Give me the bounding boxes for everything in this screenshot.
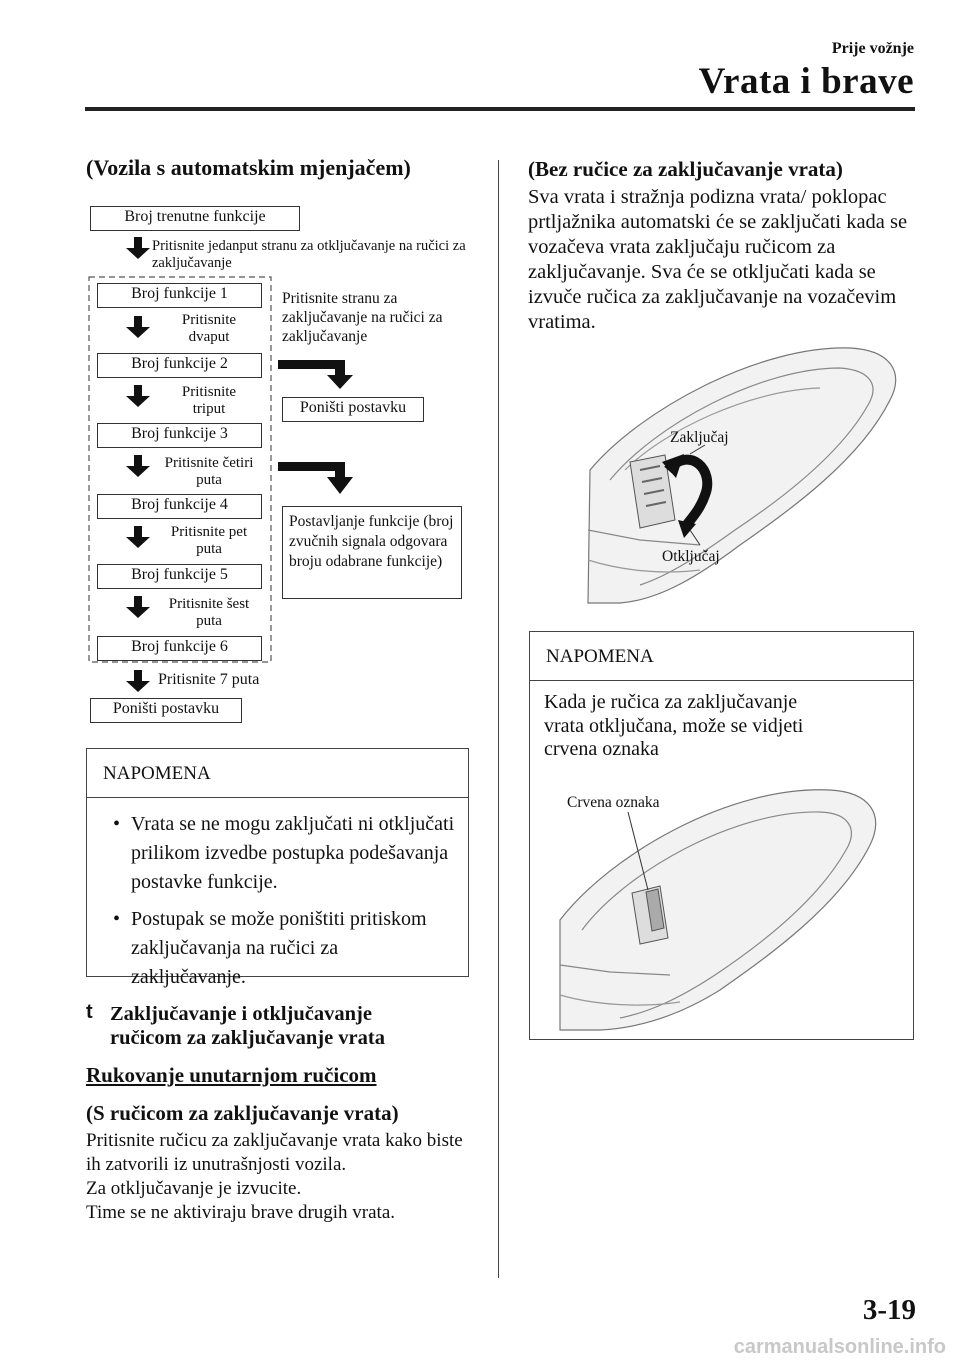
page-number: 3-19 [862, 1294, 916, 1326]
subheading-underlined: Rukovanje unutarnjom ručicom [86, 1063, 377, 1087]
cancel-setting-box: Poništi postavku [90, 698, 242, 723]
paragraph-unlock: Za otključavanje je izvucite. [86, 1178, 302, 1199]
lock-label: Zaključaj [670, 429, 729, 446]
page-title: Vrata i brave [698, 61, 914, 102]
note-item-text: Postupak se može poništiti pritiskom zaključavanja na ručici za zaključavanje. [131, 908, 427, 988]
press-once-label: Pritisnite jedanput stranu za otključavanje na ručici za zaključavanje [152, 238, 466, 271]
red-mark-label: Crvena oznaka [567, 794, 660, 811]
press-five-label: Pritisnite pet puta [170, 524, 248, 557]
right-paragraph: Sva vrata i stražnja podizna vrata/ poklopac prtljažnika automatski će se zaključati kada se vozačeva vrata zaključaju ručicom za zaključavanje. Sva će se otključati kada se izvuče ručica za zaključavanje na vozačevim vratima. [528, 186, 908, 333]
subheading-lever: (S ručicom za zaključavanje vrata) [86, 1101, 399, 1125]
paragraph-other-doors: Time se ne aktiviraju brave drugih vrata. [86, 1202, 396, 1223]
section-label: Prije vožnje [831, 40, 914, 57]
current-function-box: Broj trenutne funkcije [90, 206, 300, 231]
press-seven-label: Pritisnite 7 puta [158, 671, 260, 688]
section-marker: t [86, 1001, 93, 1023]
bullet-icon: • [113, 908, 121, 930]
function-box-4: Broj funkcije 4 [97, 494, 262, 519]
cancel-setting-box-right: Poništi postavku [282, 397, 424, 422]
note-item-text: Vrata se ne mogu zaključati ni otključati prilikom izvedbe postupka podešavanja postavke funkcije. [131, 813, 455, 893]
press-thrice-label: Pritisnite triput [181, 384, 237, 417]
press-lock-side-label: Pritisnite stranu za zaključavanje na ručici za zaključavanje [282, 290, 443, 345]
function-box-2: Broj funkcije 2 [97, 353, 262, 378]
paragraph-lock: Pritisnite ručicu za zaključavanje vrata kako biste ih zatvorili iz unutrašnjosti vozila. [86, 1130, 463, 1175]
note-heading: NAPOMENA [87, 749, 468, 798]
function-box-5: Broj funkcije 5 [97, 564, 262, 589]
note-text-right: Kada je ručica za zaključavanje vrata otključana, može se vidjeti crvena oznaka [544, 691, 804, 760]
section-title: Zaključavanje i otključavanje ručicom za zaključavanje vrata [110, 1003, 385, 1049]
unlock-label: Otključaj [662, 548, 720, 565]
bullet-icon: • [113, 813, 121, 835]
watermark: carmanualsonline.info [733, 1336, 946, 1358]
function-box-6: Broj funkcije 6 [97, 636, 262, 661]
note-heading-right: NAPOMENA [530, 632, 913, 681]
left-heading: (Vozila s automatskim mjenjačem) [86, 155, 411, 180]
right-heading: (Bez ručice za zaključavanje vrata) [528, 157, 843, 181]
press-twice-label: Pritisnite dvaput [181, 312, 237, 345]
press-six-label: Pritisnite šest puta [168, 596, 250, 629]
set-function-box: Postavljanje funkcije (broj zvučnih signala odgovara broju odabrane funkcije) [282, 506, 462, 599]
function-box-1: Broj funkcije 1 [97, 283, 262, 308]
press-four-label: Pritisnite četiri puta [164, 455, 254, 488]
function-box-3: Broj funkcije 3 [97, 423, 262, 448]
